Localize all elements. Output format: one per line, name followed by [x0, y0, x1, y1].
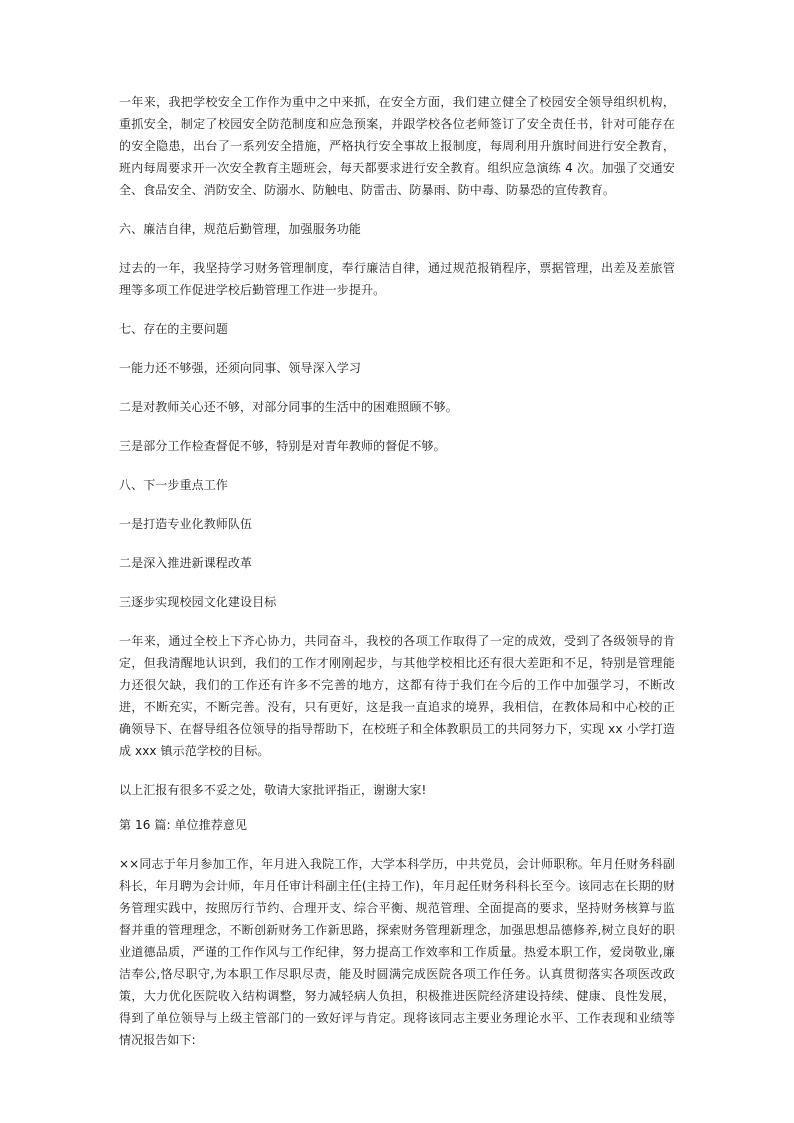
problem-item-1: 一能力还不够强，还须向同事、领导深入学习 [119, 361, 362, 375]
plan-item-3: 三逐步实现校园文化建设目标 [119, 595, 277, 609]
problem-item-3: 三是部分工作检查督促不够，特别是对青年教师的督促不够。 [119, 439, 446, 453]
section-heading-eight: 八、下一步重点工作 [119, 478, 228, 492]
paragraph-recommendation: ××同志于年月参加工作，年月进入我院工作，大学本科学历，中共党员，会计师职称。年月任财务科副科长，年月聘为会计师，年月任审计科副主任(主持工作)，年月起任财务科科长至今。该同志在长期的财务管理实践中，按照厉行节约、合理开支、综合平衡、规范管理、全面提高的要求，坚持财务核算与监督并重的管理理念，不断创新财务工作新思路，探索财务管理新理念，加强思想品德修养,树立良好的职业道德品质，严谨的工作作风与工作纪律，努力提高工作效率和工作质量。热爱本职工作，爱岗敬业,廉洁奉公,恪尽职守,为本职工作尽职尽责，能及时圆满完成医院各项工作任务。认真贯彻落实各项医改政策，大力优化医院收入结构调整，努力减轻病人负担，积极推进医院经济建设持续、健康、良性发展，得到了单位领导与上级主管部门的一致好评与肯定。现将该同志主要业务理论水平、工作表现和业绩等情况报告如下: [119, 857, 675, 1047]
problem-item-2: 二是对教师关心还不够，对部分同事的生活中的困难照顾不够。 [119, 400, 458, 414]
plan-item-2: 二是深入推进新课程改革 [119, 556, 253, 570]
plan-item-1: 一是打造专业化教师队伍 [119, 517, 253, 531]
document-body [119, 91, 675, 1051]
paragraph-safety-work: 一年来，我把学校安全工作作为重中之中来抓，在安全方面，我们建立健全了校园安全领导组织机构，重抓安全，制定了校园安全防范制度和应急预案，并跟学校各位老师签订了安全责任书，针对可能存在的安全隐患，出台了一系列安全措施，严格执行安全事故上报制度，每周利用升旗时间进行安全教育，班内每周要求开一次安全教育主题班会，每天都要求进行安全教育。组织应急演练 4 次。加强了交通安全、食品安全、消防安全、防溺水、防触电、防雷击、防暴雨、防中毒、防暴恐的宣传教育。 [119, 95, 675, 197]
paragraph-summary: 一年来，通过全校上下齐心协力，共同奋斗，我校的各项工作取得了一定的成效，受到了各级领导的肯定，但我清醒地认识到，我们的工作才刚刚起步，与其他学校相比还有很大差距和不足，特别是管理能力还很欠缺，我们的工作还有许多不完善的地方，这都有待于我们在今后的工作中加强学习，不断改进，不断充实，不断完善。没有，只有更好，这是我一直追求的境界，我相信，在教体局和中心校的正确领导下、在督导组各位领导的指导帮助下，在校班子和全体教职员工的共同努力下，实现 xx 小学打造成 xxx 镇示范学校的目标。 [119, 634, 675, 758]
paragraph-closing: 以上汇报有很多不妥之处，敬请大家批评指正，谢谢大家! [119, 783, 427, 797]
paragraph-finance-management: 过去的一年，我坚持学习财务管理制度，奉行廉洁自律，通过规范报销程序，票据管理，出差及差旅管理等多项工作促进学校后勤管理工作进一步提升。 [119, 261, 675, 297]
chapter-title: 第 16 篇: 单位推荐意见 [119, 818, 248, 832]
section-heading-six: 六、廉洁自律，规范后勤管理，加强服务功能 [119, 222, 362, 236]
section-heading-seven: 七、存在的主要问题 [119, 322, 228, 336]
